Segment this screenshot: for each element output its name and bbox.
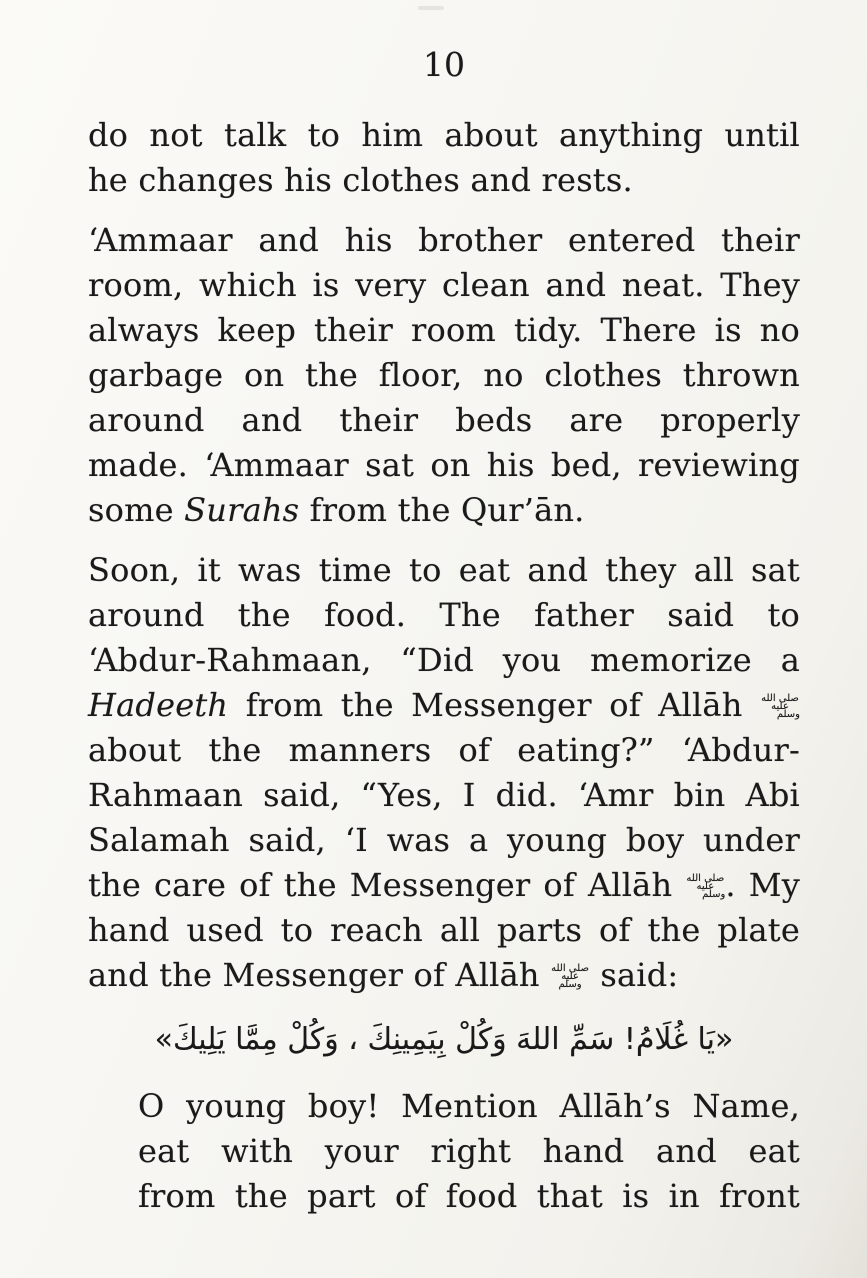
body-paragraphs bbox=[88, 113, 800, 998]
text-line bbox=[88, 263, 800, 308]
text-line bbox=[88, 638, 800, 683]
text-line bbox=[88, 863, 800, 908]
text-segment: around and their beds are properly bbox=[88, 401, 800, 439]
text-segment: about the manners of eating?” ‘Abdur- bbox=[88, 731, 800, 769]
scan-smudge bbox=[418, 6, 444, 10]
text-line bbox=[88, 728, 800, 773]
text-segment: he changes his clothes and rests. bbox=[88, 161, 633, 199]
text-line bbox=[138, 1174, 800, 1219]
text-segment: garbage on the floor, no clothes thrown bbox=[88, 356, 800, 394]
text-line bbox=[88, 593, 800, 638]
saw-honorific-symbol: صلى الله عليه وسلم bbox=[551, 962, 589, 990]
text-line bbox=[88, 488, 800, 533]
text-segment: do not talk to him about anything until bbox=[88, 116, 800, 154]
text-segment: said: bbox=[590, 956, 679, 994]
text-segment: some bbox=[88, 491, 185, 529]
text-line bbox=[88, 443, 800, 488]
arabic-hadith-quote: «يَا غُلَامُ! سَمِّ اللهَ وَكُلْ بِيَمِينِكَ ، وَكُلْ مِمَّا يَلِيكَ» bbox=[154, 1022, 734, 1057]
text-segment: from the Messenger of Allāh bbox=[228, 686, 760, 724]
text-line bbox=[88, 113, 800, 158]
text-line bbox=[88, 773, 800, 818]
text-segment: from the Qur’ān. bbox=[299, 491, 585, 529]
text-line bbox=[88, 353, 800, 398]
text-segment: O young boy! Mention Allāh’s Name, bbox=[138, 1087, 800, 1125]
text-segment: and the Messenger of Allāh bbox=[88, 956, 551, 994]
text-line bbox=[88, 158, 800, 203]
text-segment: hand used to reach all parts of the plate bbox=[88, 911, 800, 949]
text-block bbox=[88, 42, 800, 1219]
text-segment: around the food. The father said to bbox=[88, 596, 800, 634]
saw-honorific-symbol: صلى الله عليه وسلم bbox=[686, 872, 726, 900]
text-segment: Salamah said, ‘I was a young boy under bbox=[88, 821, 800, 859]
text-line bbox=[88, 818, 800, 863]
paragraph-1 bbox=[88, 113, 800, 203]
text-segment: Hadeeth bbox=[88, 686, 229, 724]
text-line bbox=[88, 308, 800, 353]
hadith-translation bbox=[138, 1084, 800, 1219]
text-segment: Surahs bbox=[184, 491, 300, 529]
paragraph-3 bbox=[88, 548, 800, 998]
text-line bbox=[88, 953, 800, 998]
text-segment: always keep their room tidy. There is no bbox=[88, 311, 800, 349]
text-line bbox=[138, 1084, 800, 1129]
text-segment: Soon, it was time to eat and they all sat bbox=[88, 551, 800, 589]
page-number: 10 bbox=[423, 45, 465, 84]
paragraph-2 bbox=[88, 218, 800, 533]
text-segment: ‘Abdur-Rahmaan, “Did you memorize a bbox=[88, 641, 800, 679]
text-line bbox=[138, 1129, 800, 1174]
text-segment: the care of the Messenger of Allāh bbox=[88, 866, 686, 904]
text-segment: ‘Ammaar and his brother entered their bbox=[88, 221, 800, 259]
text-segment: Rahmaan said, “Yes, I did. ‘Amr bin Abi bbox=[88, 776, 800, 814]
text-line bbox=[88, 218, 800, 263]
text-line bbox=[88, 908, 800, 953]
text-line bbox=[88, 398, 800, 443]
text-segment: . My bbox=[725, 866, 800, 904]
text-segment: from the part of food that is in front bbox=[138, 1177, 800, 1215]
saw-honorific-symbol: صلى الله عليه وسلم bbox=[761, 692, 800, 720]
text-segment: eat with your right hand and eat bbox=[138, 1132, 800, 1170]
text-line bbox=[88, 548, 800, 593]
text-segment: made. ‘Ammaar sat on his bed, reviewing bbox=[88, 446, 800, 484]
text-segment: room, which is very clean and neat. They bbox=[88, 266, 800, 304]
text-line bbox=[88, 683, 800, 728]
